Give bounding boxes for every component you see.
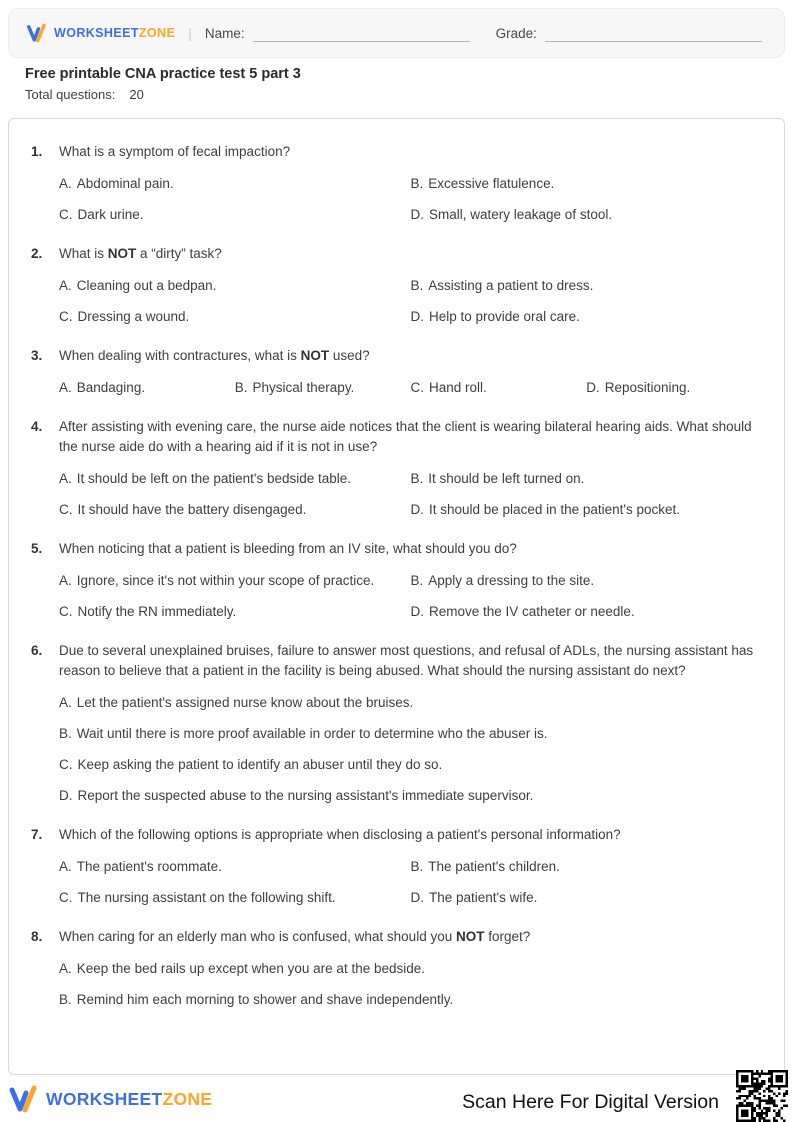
total-questions-label: Total questions: bbox=[25, 87, 116, 102]
question-text: Which of the following options is appropriate when disclosing a patient's personal information? bbox=[59, 827, 621, 842]
question-item bbox=[31, 142, 762, 225]
option-text: The patient's roommate. bbox=[76, 859, 222, 874]
question-body bbox=[59, 825, 762, 908]
option-letter: C. bbox=[59, 309, 73, 324]
question-text: When dealing with contractures, what is NOT used? bbox=[59, 348, 370, 363]
answer-option bbox=[59, 856, 411, 877]
question-text: When noticing that a patient is bleeding from an IV site, what should you do? bbox=[59, 541, 517, 556]
answer-option bbox=[411, 887, 763, 908]
answer-option bbox=[411, 306, 763, 327]
answer-option bbox=[411, 173, 763, 194]
option-text: It should be placed in the patient's pocket. bbox=[429, 502, 680, 517]
option-text: Repositioning. bbox=[604, 380, 691, 395]
question-text: After assisting with evening care, the nurse aide notices that the client is wearing bilateral hearing aids. What should the nurse aide do with a hearing aid if it is not in use? bbox=[59, 419, 752, 454]
question-item bbox=[31, 244, 762, 327]
grade-label: Grade: bbox=[495, 25, 537, 41]
option-letter: D. bbox=[410, 309, 424, 324]
option-text: The nursing assistant on the following shift. bbox=[77, 890, 336, 905]
option-letter: A. bbox=[59, 380, 72, 395]
option-letter: D. bbox=[410, 207, 424, 222]
option-text: It should be left turned on. bbox=[428, 471, 585, 486]
question-text: When caring for an elderly man who is confused, what should you NOT forget? bbox=[59, 929, 531, 944]
option-letter: B. bbox=[410, 859, 424, 874]
answer-option bbox=[586, 377, 762, 398]
qr-code bbox=[736, 1070, 788, 1122]
option-text: The patient's wife. bbox=[429, 890, 538, 905]
title-block bbox=[25, 64, 301, 105]
question-body bbox=[59, 346, 762, 398]
question-body bbox=[59, 927, 762, 1010]
option-text: Let the patient's assigned nurse know about the bruises. bbox=[76, 695, 414, 710]
options-grid bbox=[59, 570, 762, 622]
question-number: 4. bbox=[31, 419, 43, 434]
grade-field-line[interactable] bbox=[545, 25, 762, 42]
option-text: The patient's children. bbox=[428, 859, 560, 874]
options-grid bbox=[59, 958, 762, 1010]
brand-name: WORKSHEETZONE bbox=[54, 26, 176, 40]
question-text: What is NOT a “dirty” task? bbox=[59, 246, 222, 261]
option-text: Wait until there is more proof available in order to determine who the abuser is. bbox=[76, 726, 548, 741]
option-text: Dressing a wound. bbox=[77, 309, 190, 324]
option-letter: C. bbox=[59, 502, 73, 517]
option-letter: C. bbox=[59, 757, 73, 772]
question-number: 5. bbox=[31, 541, 43, 556]
scan-here-label: Scan Here For Digital Version bbox=[462, 1091, 719, 1113]
option-letter: A. bbox=[59, 695, 72, 710]
option-letter: A. bbox=[59, 176, 72, 191]
option-letter: B. bbox=[410, 278, 424, 293]
question-body bbox=[59, 539, 762, 622]
footer-bar bbox=[8, 1076, 785, 1122]
option-letter: A. bbox=[59, 573, 72, 588]
question-number: 2. bbox=[31, 246, 43, 261]
option-letter: D. bbox=[586, 380, 600, 395]
option-letter: D. bbox=[410, 502, 424, 517]
question-number: 6. bbox=[31, 643, 43, 658]
option-text: Notify the RN immediately. bbox=[77, 604, 237, 619]
options-grid bbox=[59, 377, 762, 398]
option-text: Excessive flatulence. bbox=[428, 176, 555, 191]
option-text: Keep asking the patient to identify an abuser until they do so. bbox=[77, 757, 443, 772]
name-field-line[interactable] bbox=[253, 25, 470, 42]
header-logo bbox=[26, 22, 175, 44]
answer-option bbox=[411, 468, 763, 489]
answer-option bbox=[59, 754, 762, 775]
option-letter: D. bbox=[410, 890, 424, 905]
option-text: It should be left on the patient's bedside table. bbox=[76, 471, 352, 486]
total-questions-value: 20 bbox=[129, 87, 144, 102]
option-letter: C. bbox=[59, 207, 73, 222]
answer-option bbox=[59, 275, 411, 296]
option-letter: C. bbox=[59, 890, 73, 905]
answer-option bbox=[59, 173, 411, 194]
header-divider: | bbox=[188, 25, 192, 41]
option-text: Dark urine. bbox=[77, 207, 144, 222]
option-letter: A. bbox=[59, 961, 72, 976]
option-text: Apply a dressing to the site. bbox=[428, 573, 595, 588]
option-letter: C. bbox=[59, 604, 73, 619]
option-text: Small, watery leakage of stool. bbox=[429, 207, 613, 222]
option-text: It should have the battery disengaged. bbox=[77, 502, 307, 517]
options-grid bbox=[59, 692, 762, 806]
option-letter: B. bbox=[59, 992, 72, 1007]
options-grid bbox=[59, 275, 762, 327]
answer-option bbox=[411, 204, 763, 225]
answer-option bbox=[59, 692, 762, 713]
option-text: Help to provide oral care. bbox=[429, 309, 580, 324]
page-title: Free printable CNA practice test 5 part 3 bbox=[25, 66, 301, 82]
option-letter: B. bbox=[410, 573, 424, 588]
answer-option bbox=[59, 306, 411, 327]
option-letter: A. bbox=[59, 859, 72, 874]
header-bar bbox=[8, 8, 785, 58]
answer-option bbox=[59, 601, 411, 622]
answer-option bbox=[59, 468, 411, 489]
answer-option bbox=[59, 377, 235, 398]
answer-option bbox=[411, 570, 763, 591]
option-text: Ignore, since it's not within your scope of practice. bbox=[76, 573, 375, 588]
question-text: What is a symptom of fecal impaction? bbox=[59, 144, 291, 159]
answer-option bbox=[59, 570, 411, 591]
total-questions-row bbox=[25, 85, 301, 105]
question-item bbox=[31, 346, 762, 398]
option-text: Bandaging. bbox=[76, 380, 146, 395]
question-item bbox=[31, 641, 762, 806]
option-letter: A. bbox=[59, 278, 72, 293]
answer-option bbox=[411, 377, 587, 398]
answer-option bbox=[59, 204, 411, 225]
question-body bbox=[59, 417, 762, 520]
answer-option bbox=[411, 499, 763, 520]
option-text: Cleaning out a bedpan. bbox=[76, 278, 217, 293]
answer-option bbox=[59, 499, 411, 520]
option-letter: B. bbox=[410, 471, 424, 486]
question-item bbox=[31, 927, 762, 1010]
option-text: Keep the bed rails up except when you are at the bedside. bbox=[76, 961, 426, 976]
question-number: 1. bbox=[31, 144, 43, 159]
option-text: Remove the IV catheter or needle. bbox=[429, 604, 635, 619]
answer-option bbox=[59, 785, 762, 806]
option-text: Report the suspected abuse to the nursing assistant's immediate supervisor. bbox=[77, 788, 534, 803]
option-letter: C. bbox=[410, 380, 424, 395]
answer-option bbox=[59, 887, 411, 908]
option-letter: B. bbox=[410, 176, 424, 191]
option-letter: D. bbox=[410, 604, 424, 619]
name-label: Name: bbox=[204, 25, 245, 41]
option-letter: B. bbox=[234, 380, 248, 395]
footer-logo bbox=[8, 1083, 212, 1115]
question-body bbox=[59, 142, 762, 225]
option-text: Remind him each morning to shower and shave independently. bbox=[76, 992, 454, 1007]
answer-option bbox=[235, 377, 411, 398]
answer-option bbox=[411, 601, 763, 622]
option-text: Abdominal pain. bbox=[76, 176, 174, 191]
worksheetzone-logo-icon bbox=[26, 22, 48, 44]
question-number: 8. bbox=[31, 929, 43, 944]
answer-option bbox=[411, 275, 763, 296]
option-letter: B. bbox=[59, 726, 72, 741]
option-text: Hand roll. bbox=[429, 380, 487, 395]
answer-option bbox=[59, 723, 762, 744]
answer-option bbox=[411, 856, 763, 877]
question-text: Due to several unexplained bruises, failure to answer most questions, and refusal of ADLs, the nursing assistant has reason to believe that a patient in the facility is being abused. What should the nursing assistant do next? bbox=[59, 643, 754, 678]
question-number: 7. bbox=[31, 827, 43, 842]
brand-name: WORKSHEETZONE bbox=[46, 1088, 213, 1109]
question-item bbox=[31, 539, 762, 622]
question-body bbox=[59, 244, 762, 327]
answer-option bbox=[59, 989, 762, 1010]
question-item bbox=[31, 825, 762, 908]
option-text: Assisting a patient to dress. bbox=[428, 278, 594, 293]
worksheetzone-logo-icon bbox=[8, 1083, 40, 1115]
options-grid bbox=[59, 173, 762, 225]
options-grid bbox=[59, 468, 762, 520]
option-letter: D. bbox=[59, 788, 73, 803]
question-number: 3. bbox=[31, 348, 43, 363]
questions-panel bbox=[8, 118, 785, 1075]
options-grid bbox=[59, 856, 762, 908]
option-letter: A. bbox=[59, 471, 72, 486]
questions-list bbox=[31, 142, 762, 1010]
option-text: Physical therapy. bbox=[252, 380, 355, 395]
answer-option bbox=[59, 958, 762, 979]
question-body bbox=[59, 641, 762, 806]
question-item bbox=[31, 417, 762, 520]
